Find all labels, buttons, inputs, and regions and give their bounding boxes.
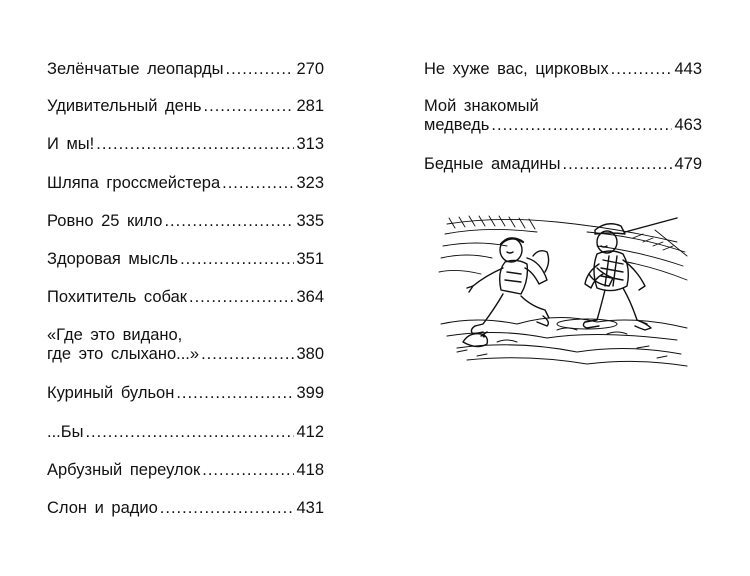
toc-title: Похититель собак bbox=[47, 288, 187, 306]
toc-page-number: 412 bbox=[296, 423, 324, 441]
toc-entry[interactable] bbox=[424, 60, 702, 79]
leader-dots bbox=[222, 174, 294, 193]
toc-page-number: 418 bbox=[296, 461, 324, 479]
toc-title: медведь bbox=[424, 116, 490, 134]
toc-page-number: 351 bbox=[296, 250, 324, 268]
toc-title: Не хуже вас, цирковых bbox=[424, 60, 609, 78]
toc-page-number: 463 bbox=[674, 116, 702, 134]
toc-entry[interactable] bbox=[47, 174, 324, 193]
leader-dots bbox=[611, 60, 673, 79]
toc-title: Куриный бульон bbox=[47, 384, 175, 402]
leader-dots bbox=[563, 155, 673, 174]
leader-dots bbox=[164, 212, 294, 231]
toc-title: ...Бы bbox=[47, 423, 84, 441]
toc-entry[interactable] bbox=[47, 326, 324, 364]
toc-title: Ровно 25 кило bbox=[47, 212, 163, 230]
toc-title: Бедные амадины bbox=[424, 155, 561, 173]
toc-page-number: 281 bbox=[296, 97, 324, 115]
toc-entry[interactable] bbox=[47, 499, 324, 518]
toc-title: Шляпа гроссмейстера bbox=[47, 174, 221, 192]
leader-dots bbox=[491, 116, 672, 135]
toc-page-number: 270 bbox=[296, 60, 324, 78]
leader-dots bbox=[176, 384, 294, 403]
toc-title: Слон и радио bbox=[47, 499, 158, 517]
leader-dots bbox=[85, 423, 294, 442]
toc-page-number: 335 bbox=[296, 212, 324, 230]
toc-title: Зелёнчатые леопарды bbox=[47, 60, 224, 78]
leader-dots bbox=[160, 499, 295, 518]
toc-entry[interactable] bbox=[47, 288, 324, 307]
leader-dots bbox=[96, 135, 294, 154]
toc-page-number: 399 bbox=[296, 384, 324, 402]
toc-title-line1: Мой знакомый bbox=[424, 97, 539, 115]
toc-page-number: 364 bbox=[296, 288, 324, 306]
toc-title-line1: «Где это видано, bbox=[47, 326, 183, 344]
toc-title: где это слыхано...» bbox=[47, 345, 200, 363]
leader-dots bbox=[189, 288, 294, 307]
toc-entry[interactable] bbox=[47, 135, 324, 154]
toc-entry[interactable] bbox=[47, 97, 324, 116]
toc-title: Удивительный день bbox=[47, 97, 202, 115]
toc-entry[interactable] bbox=[47, 60, 324, 79]
toc-entry[interactable] bbox=[47, 423, 324, 442]
two-running-boys-drawing-icon bbox=[437, 212, 691, 370]
toc-title: Здоровая мысль bbox=[47, 250, 179, 268]
toc-entry[interactable] bbox=[47, 250, 324, 269]
toc-entry[interactable] bbox=[424, 97, 702, 135]
toc-title: И мы! bbox=[47, 135, 95, 153]
toc-title: Арбузный переулок bbox=[47, 461, 201, 479]
toc-page-number: 323 bbox=[296, 174, 324, 192]
right-boy bbox=[583, 218, 677, 330]
toc-entry[interactable] bbox=[424, 155, 702, 174]
toc-page-number: 443 bbox=[674, 60, 702, 78]
toc-page-number: 380 bbox=[296, 345, 324, 363]
toc-page-number: 313 bbox=[296, 135, 324, 153]
leader-dots bbox=[180, 250, 294, 269]
toc-entry[interactable] bbox=[47, 212, 324, 231]
leader-dots bbox=[225, 60, 294, 79]
toc-page-number: 431 bbox=[296, 499, 324, 517]
toc-entry[interactable] bbox=[47, 461, 324, 480]
leader-dots bbox=[201, 345, 294, 364]
toc-entry[interactable] bbox=[47, 384, 324, 403]
leader-dots bbox=[202, 461, 294, 480]
leader-dots bbox=[204, 97, 295, 116]
toc-page-number: 479 bbox=[674, 155, 702, 173]
